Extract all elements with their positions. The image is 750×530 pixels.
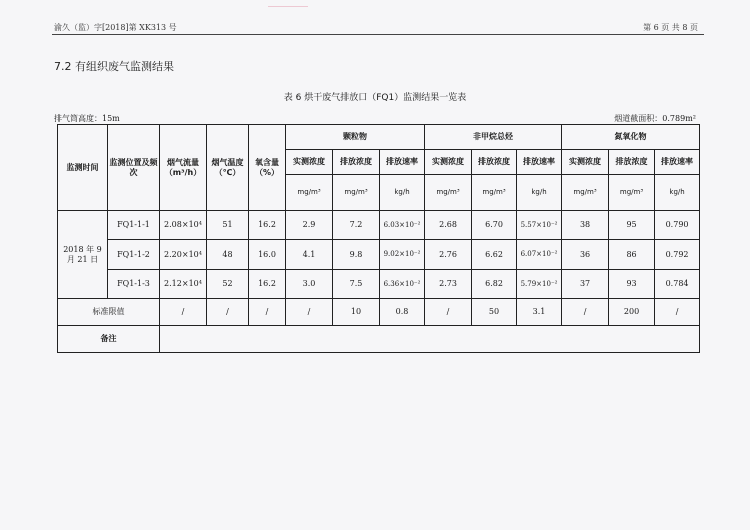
unit-cell: mg/m³ (472, 174, 517, 210)
nox-emission-cell: 95 (609, 211, 655, 240)
limit-cell: / (207, 299, 249, 325)
pm-emission-cell: 7.5 (333, 269, 380, 298)
sub-header: 排放浓度 (333, 150, 380, 174)
location-cell: FQ1-1-2 (108, 240, 160, 269)
table-row (58, 211, 700, 240)
col-time-header: 监测时间 (58, 125, 108, 211)
remarks-label: 备注 (58, 325, 160, 352)
results-table (57, 124, 700, 353)
flow-cell: 2.20×10⁴ (160, 240, 207, 269)
oxygen-cell: 16.2 (249, 211, 286, 240)
sub-header: 排放速率 (517, 150, 562, 174)
sub-header: 排放速率 (380, 150, 425, 174)
nmhc-measured-cell: 2.73 (425, 269, 472, 298)
sub-header: 实测浓度 (425, 150, 472, 174)
stamp-mark (268, 0, 308, 7)
nmhc-emission-cell: 6.70 (472, 211, 517, 240)
pm-measured-cell: 2.9 (286, 211, 333, 240)
col-location-header: 监测位置及频次 (108, 125, 160, 211)
pm-rate-cell: 6.36×10⁻² (380, 269, 425, 298)
page-info: 第 6 页 共 8 页 (643, 23, 698, 32)
pm-emission-cell: 7.2 (333, 211, 380, 240)
nox-emission-cell: 93 (609, 269, 655, 298)
temp-cell: 48 (207, 240, 249, 269)
limit-cell: / (160, 299, 207, 325)
group-nmhc-header: 非甲烷总烃 (425, 125, 562, 150)
unit-cell: mg/m³ (333, 174, 380, 210)
oxygen-cell: 16.2 (249, 269, 286, 298)
sub-header: 排放浓度 (609, 150, 655, 174)
pm-emission-cell: 9.8 (333, 240, 380, 269)
unit-cell: mg/m³ (286, 174, 333, 210)
limits-label: 标准限值 (58, 299, 160, 325)
sub-header: 实测浓度 (562, 150, 609, 174)
nox-measured-cell: 38 (562, 211, 609, 240)
limit-cell: / (286, 299, 333, 325)
pm-measured-cell: 3.0 (286, 269, 333, 298)
nox-rate-cell: 0.784 (655, 269, 700, 298)
flow-cell: 2.08×10⁴ (160, 211, 207, 240)
table-row (58, 269, 700, 298)
nmhc-rate-cell: 6.07×10⁻² (517, 240, 562, 269)
nox-rate-cell: 0.790 (655, 211, 700, 240)
col-oxygen-header: 氧含量（%） (249, 125, 286, 211)
unit-cell: kg/h (517, 174, 562, 210)
limit-cell: / (425, 299, 472, 325)
pm-rate-cell: 6.03×10⁻² (380, 211, 425, 240)
temp-cell: 52 (207, 269, 249, 298)
group-nox-header: 氮氧化物 (562, 125, 700, 150)
nox-emission-cell: 86 (609, 240, 655, 269)
group-particulate-header: 颗粒物 (286, 125, 425, 150)
nmhc-measured-cell: 2.76 (425, 240, 472, 269)
header-row-1 (58, 125, 700, 150)
nmhc-rate-cell: 5.57×10⁻² (517, 211, 562, 240)
limits-row (58, 299, 700, 325)
flow-cell: 2.12×10⁴ (160, 269, 207, 298)
nox-measured-cell: 36 (562, 240, 609, 269)
temp-cell: 51 (207, 211, 249, 240)
limit-cell: / (562, 299, 609, 325)
stack-height: 排气筒高度：15m (54, 114, 120, 123)
limit-cell: 0.8 (380, 299, 425, 325)
nox-rate-cell: 0.792 (655, 240, 700, 269)
unit-cell: mg/m³ (609, 174, 655, 210)
limit-cell: 3.1 (517, 299, 562, 325)
limit-cell: / (249, 299, 286, 325)
sub-header: 排放速率 (655, 150, 700, 174)
flue-area: 烟道截面积：0.789m² (614, 114, 696, 123)
limit-cell: 50 (472, 299, 517, 325)
limit-cell: / (655, 299, 700, 325)
pm-measured-cell: 4.1 (286, 240, 333, 269)
nmhc-emission-cell: 6.62 (472, 240, 517, 269)
col-temp-header: 烟气温度（℃） (207, 125, 249, 211)
location-cell: FQ1-1-3 (108, 269, 160, 298)
remarks-row (58, 325, 700, 352)
unit-cell: mg/m³ (562, 174, 609, 210)
nmhc-rate-cell: 5.79×10⁻² (517, 269, 562, 298)
header-divider (52, 34, 704, 35)
sub-header: 排放浓度 (472, 150, 517, 174)
nmhc-measured-cell: 2.68 (425, 211, 472, 240)
unit-cell: mg/m³ (425, 174, 472, 210)
limit-cell: 200 (609, 299, 655, 325)
nmhc-emission-cell: 6.82 (472, 269, 517, 298)
location-cell: FQ1-1-1 (108, 211, 160, 240)
table-row (58, 240, 700, 269)
section-title: 7.2 有组织废气监测结果 (54, 60, 174, 73)
pm-rate-cell: 9.02×10⁻² (380, 240, 425, 269)
table-title: 表 6 烘干废气排放口（FQ1）监测结果一览表 (283, 93, 467, 103)
date-cell: 2018 年 9 月 21 日 (58, 211, 108, 299)
limit-cell: 10 (333, 299, 380, 325)
doc-number: 渝久（监）字[2018]第 XK313 号 (54, 23, 177, 32)
nox-measured-cell: 37 (562, 269, 609, 298)
unit-cell: kg/h (655, 174, 700, 210)
unit-cell: kg/h (380, 174, 425, 210)
col-flow-header: 烟气流量（m³/h） (160, 125, 207, 211)
remarks-content (160, 325, 700, 352)
oxygen-cell: 16.0 (249, 240, 286, 269)
sub-header: 实测浓度 (286, 150, 333, 174)
